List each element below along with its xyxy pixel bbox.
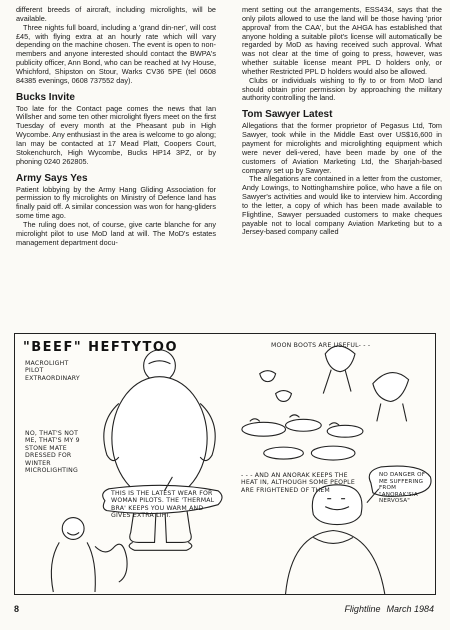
paragraph: ment setting out the arrangements, ESS434, says that the only pilots allowed to use the land will be those having 'prior approval' from the CAA', but the AHGA has established that anyone holding a suitable pilot's license will automatically be regarded by MoD as having received such approval. What was not clear at the time of going to press, however, was whether suitable license meant PPL D holders only, or whether Restricted PPL D holders would also be allowed. (242, 5, 442, 76)
section-heading-bucks: Bucks Invite (16, 91, 75, 103)
paragraph: Allegations that the former proprietor of Pegasus Ltd, Tom Sawyer, took while in the Middle East over US$16,600 in payment for microlights and microlighting equipment which were never deli-vered, have been made by one of the customers of Aviation Marketing Ltd, the Sharjah-based company set up by Sawyer. (242, 121, 442, 175)
issue-date: March 1984 (386, 604, 434, 614)
page-number: 8 (14, 604, 20, 614)
left-column (16, 6, 216, 247)
no-danger-caption: NO DANGER OF ME SUFFERING FROM "ANORAK'SIA NERVOSA" (379, 472, 426, 505)
latest-wear-caption: THIS IS THE LATEST WEAR FOR WOMAN PILOTS. THE 'THERMAL BRA' KEEPS YOU WARM AND GIVES EXTRA LIFT. (111, 490, 215, 520)
anorak-caption: - - - AND AN ANORAK KEEPS THE HEAT IN, ALTHOUGH SOME PEOPLE ARE FRIGHTENED OF THEM (241, 472, 355, 494)
paragraph: Patient lobbying by the Army Hang Gliding Association for permission to fly microlights on Ministry of Defence land has finally paid off. A similar concession was won for hang-gliders some time ago. (16, 184, 216, 221)
paragraph: different breeds of aircraft, including microlights, will be available. (16, 5, 216, 23)
paragraph: Clubs or individuals wishing to fly to or from MoD land should obtain prior permission by approaching the military authority controlling the land. (242, 75, 442, 103)
paragraph: Too late for the Contact page comes the news that Ian Willsher and some ten other microlight flyers meet on the first Tuesday of every month at the Pheasant pub in High Wycombe. Any enthusiast in the area is welcome to go along; Ian may be contacted at 17 Mead Platt, Coopers Court, Stokenchurch, High Wycombe, Bucks HP14 3PZ, or by phoning 0240 262805. (16, 103, 216, 166)
magazine-footer (338, 604, 434, 614)
moon-boots-caption: MOON BOOTS ARE USEFUL- - - (271, 342, 371, 349)
section-heading-army: Army Says Yes (16, 172, 88, 184)
cartoon-panel (14, 333, 436, 595)
magazine-name: Flightline (344, 604, 381, 614)
paragraph: The allegations are contained in a letter from the customer, Andy Lowings, to Nottinghamshire police, who have a file on Sawyer's activities and would like to interview him. According to the letter, a copy of which has been made available to Flightline, Sawyer persuaded customers to make cheques payable not to local company Aviation Marketing but to a Jersey-based company called (242, 174, 442, 237)
not-me-caption: NO, THAT'S NOT ME, THAT'S MY 9 STONE MATE DRESSED FOR WINTER MICROLIGHTING (25, 430, 80, 475)
paragraph: Three nights full board, including a 'grand din-ner', will cost £45, with flying extra at an hourly rate which will vary depending on the machine chosen. The event is open to non-members and anyone interested should contact the BWPA's publicity officer, Ann Bond, who can be reached at Ivy House, Whichford, Shipston on Stour, Warks CV36 5PE (tel 0608 84385 evenings, 0608 737552 day). (16, 22, 216, 85)
section-heading-tom-sawyer: Tom Sawyer Latest (242, 109, 333, 121)
cartoon-subtitle: MACROLIGHT PILOT EXTRAORDINARY (25, 360, 80, 382)
right-column (242, 6, 442, 237)
cartoon-title: "BEEF" HEFTYTOO (23, 340, 179, 355)
paragraph: The ruling does not, of course, give carte blanche for any microlight pilot to use MoD land at will. The MoD's estates management department docu- (16, 219, 216, 247)
